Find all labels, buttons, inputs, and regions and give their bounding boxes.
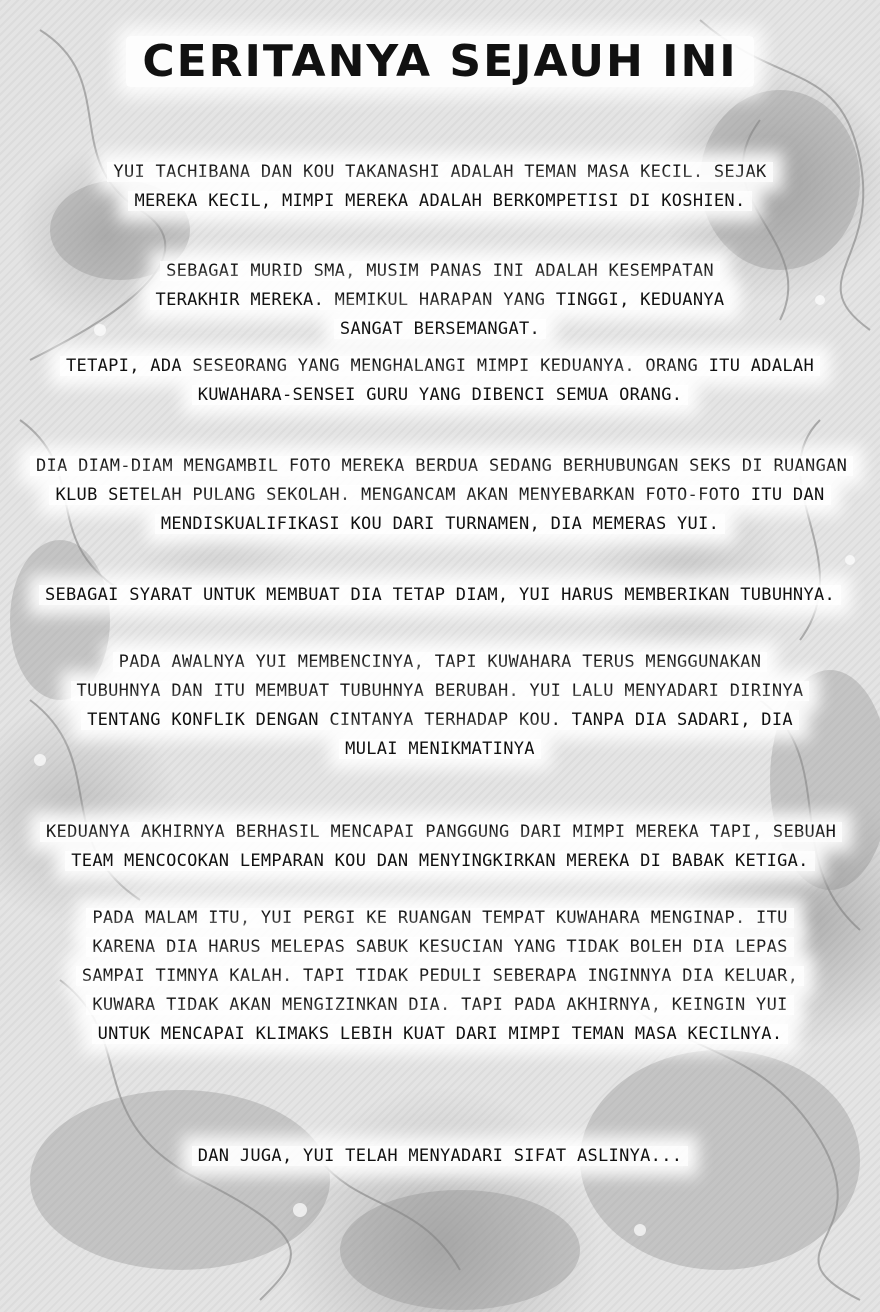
story-paragraph-4: DIA DIAM-DIAM MENGAMBIL FOTO MEREKA BERDUA SEDANG BERHUBUNGAN SEKS DI RUANGAN KLUB SETELAH PULANG SEKOLAH. MENGANCAM AKAN MENYEBARKAN FOTO-FOTO ITU DAN MENDISKUALIFIKASI KOU DARI TURNAMEN, DIA MEMERAS YUI. — [30, 452, 850, 539]
page-title-text: CERITANYA SEJAUH INI — [126, 36, 753, 87]
page-title — [0, 36, 880, 87]
story-paragraph-7: KEDUANYA AKHIRNYA BERHASIL MENCAPAI PANGGUNG DARI MIMPI MEREKA TAPI, SEBUAH TEAM MENCOCOKAN LEMPARAN KOU DAN MENYINGKIRKAN MEREKA DI BABAK KETIGA. — [40, 818, 840, 876]
story-paragraph-2: SEBAGAI MURID SMA, MUSIM PANAS INI ADALAH KESEMPATAN TERAKHIR MEREKA. MEMIKUL HARAPAN YANG TINGGI, KEDUANYA SANGAT BERSEMANGAT. — [120, 257, 760, 344]
story-paragraph-1: YUI TACHIBANA DAN KOU TAKANASHI ADALAH TEMAN MASA KECIL. SEJAK MEREKA KECIL, MIMPI MEREKA ADALAH BERKOMPETISI DI KOSHIEN. — [90, 158, 790, 216]
story-paragraph-3: TETAPI, ADA SESEORANG YANG MENGHALANGI MIMPI KEDUANYA. ORANG ITU ADALAH KUWAHARA-SENSEI GURU YANG DIBENCI SEMUA ORANG. — [50, 352, 830, 410]
story-paragraph-8: PADA MALAM ITU, YUI PERGI KE RUANGAN TEMPAT KUWAHARA MENGINAP. ITU KARENA DIA HARUS MELEPAS SABUK KESUCIAN YANG TIDAK BOLEH DIA LEPAS SAMPAI TIMNYA KALAH. TAPI TIDAK PEDULI SEBERAPA INGINNYA DIA KELUAR, KUWARA TIDAK AKAN MENGIZINKAN DIA. TAPI PADA AKHIRNYA, KEINGIN YUI UNTUK MENCAPAI KLIMAKS LEBIH KUAT DARI MIMPI TEMAN MASA KECILNYA. — [70, 904, 810, 1049]
story-paragraph-6: PADA AWALNYA YUI MEMBENCINYA, TAPI KUWAHARA TERUS MENGGUNAKAN TUBUHNYA DAN ITU MEMBUAT TUBUHNYA BERUBAH. YUI LALU MENYADARI DIRINYA TENTANG KONFLIK DENGAN CINTANYA TERHADAP KOU. TANPA DIA SADARI, DIA MULAI MENIKMATINYA — [70, 648, 810, 764]
story-paragraph-9: DAN JUGA, YUI TELAH MENYADARI SIFAT ASLINYA... — [80, 1142, 800, 1171]
story-paragraph-5: SEBAGAI SYARAT UNTUK MEMBUAT DIA TETAP DIAM, YUI HARUS MEMBERIKAN TUBUHNYA. — [25, 581, 855, 610]
